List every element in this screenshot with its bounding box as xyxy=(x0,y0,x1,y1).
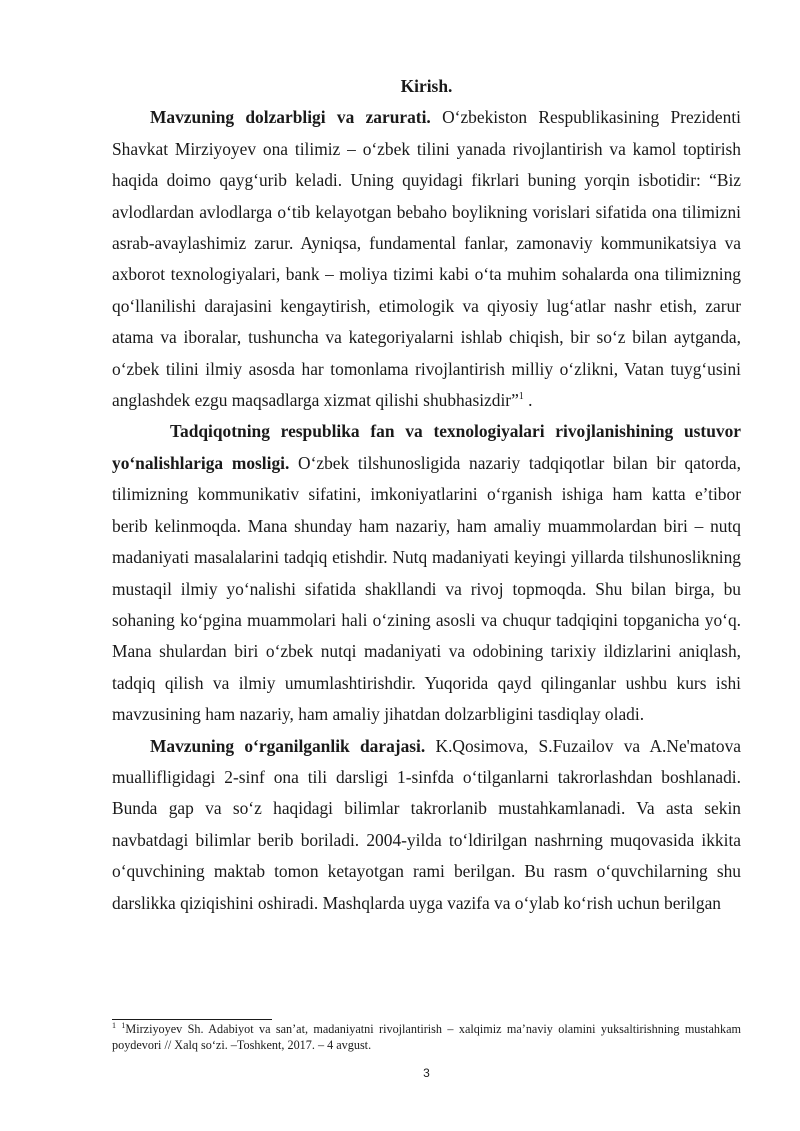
footnote-text: Mirziyoyev Sh. Adabiyot va san’at, madaniyatni rivojlantirish – xalqimiz ma’naviy olamini yuksaltirishning mustahkam poydevori // Xalq so‘zi. –Toshkent, 2017. – 4 avgust. xyxy=(112,1022,742,1052)
paragraph-text: O‘zbek tilshunosligida nazariy tadqiqotlar bilan bir qatorda, tilimizning kommunikativ sifatini, imkoniyatlarini o‘rganish ishiga ham katta e’tibor berib kelinmoqda. Mana shunday ham nazariy, ham amaliy muammolardan biri – nutq madaniyati masalalarini tadqiq etishdir. Nutq madaniyati keyingi yillarda tilshunoslikning mustaqil ilmiy yo‘nalishi sifatida shakllandi va rivoj topmoqda. Shu bilan birga, bu sohaning ko‘pgina muammolari hali o‘zining asosli va chuqur tadqiqini topganicha yo‘q. Mana shulardan biri o‘zbek nutqi madaniyati va odobining tarixiy ildizlarini aniqlash, tadqiq qilish va ilmiy umumlashtirishdir. Yuqorida qayd qilinganlar ushbu kurs ishi mavzusining ham nazariy, ham amaliy jihatdan dolzarbligini tasdiqlay oladi. xyxy=(112,452,741,725)
footnote-inner-marker: 1 xyxy=(121,1020,126,1030)
footnote xyxy=(112,1022,741,1053)
footnote-marker: 1 xyxy=(112,1020,116,1030)
paragraph-text: O‘zbekiston Respublikasining Prezidenti Shavkat Mirziyoyev ona tilimiz – o‘zbek tilini yanada rivojlantirish va kamol toptirish haqida doimo qayg‘urib keladi. Uning quyidagi fikrlari buning yorqin isbotidir: “Biz avlodlardan avlodlarga o‘tib kelayotgan bebaho boylikning vorislari sifatida ona tilimizni asrab-avaylashimiz zarur. Ayniqsa, fundamental fanlar, zamonaviy kommunikatsiya va axborot texnologiyalari, bank – moliya tizimi kabi o‘ta muhim sohalarda ona tilimizning qo‘llanilishi darajasini kengaytirish, etimologik va qiyosiy lug‘atlar nashr etish, zarur atama va iboralar, tushuncha va kategoriyalarni ishlab chiqish, bir so‘z bilan aytganda, o‘zbek tilini ilmiy asosda har tomonlama rivojlantirish milliy o‘zlikni, Vatan tuyg‘usini anglashdek ezgu maqsadlarga xizmat qilishi shubhasizdir” xyxy=(112,107,741,411)
paragraph-priority-alignment xyxy=(112,416,741,730)
page-number: 3 xyxy=(423,1066,430,1080)
footnote-separator xyxy=(112,1019,272,1020)
paragraph-relevance xyxy=(112,102,741,416)
paragraph-heading: Tadqiqotning respublika fan va texnologiyalari rivojlanishining ustuvor yo‘nalishlariga mosligi. xyxy=(112,421,741,473)
document-body xyxy=(112,71,741,919)
paragraph-heading: Mavzuning o‘rganilganlik darajasi. xyxy=(150,735,426,756)
paragraph-text: K.Qosimova, S.Fuzailov va A.Ne'matova muallifligidagi 2-sinf ona tili darsligi 1-sinfda o‘tilganlarni takrorlashdan boshlanadi. Bunda gap va so‘z haqidagi bilimlar takrorlanib mustahkamlanadi. Va asta sekin navbatdagi bilimlar berib boriladi. 2004-yilda to‘ldirilgan nashrning muqovasida ikkita o‘quvchining maktab tomon ketayotgan rami berilgan. Bu rasm o‘quvchilarning shu darslikka qiziqishini oshiradi. Mashqlarda uyga vazifa va o‘ylab ko‘rish uchun berilgan xyxy=(112,735,741,913)
footnote-reference[interactable]: 1 xyxy=(518,391,524,403)
paragraph-study-level xyxy=(112,731,741,919)
paragraph-tail: . xyxy=(523,390,533,411)
document-title: Kirish. xyxy=(400,76,453,96)
paragraph-heading: Mavzuning dolzarbligi va zarurati. xyxy=(150,107,431,128)
